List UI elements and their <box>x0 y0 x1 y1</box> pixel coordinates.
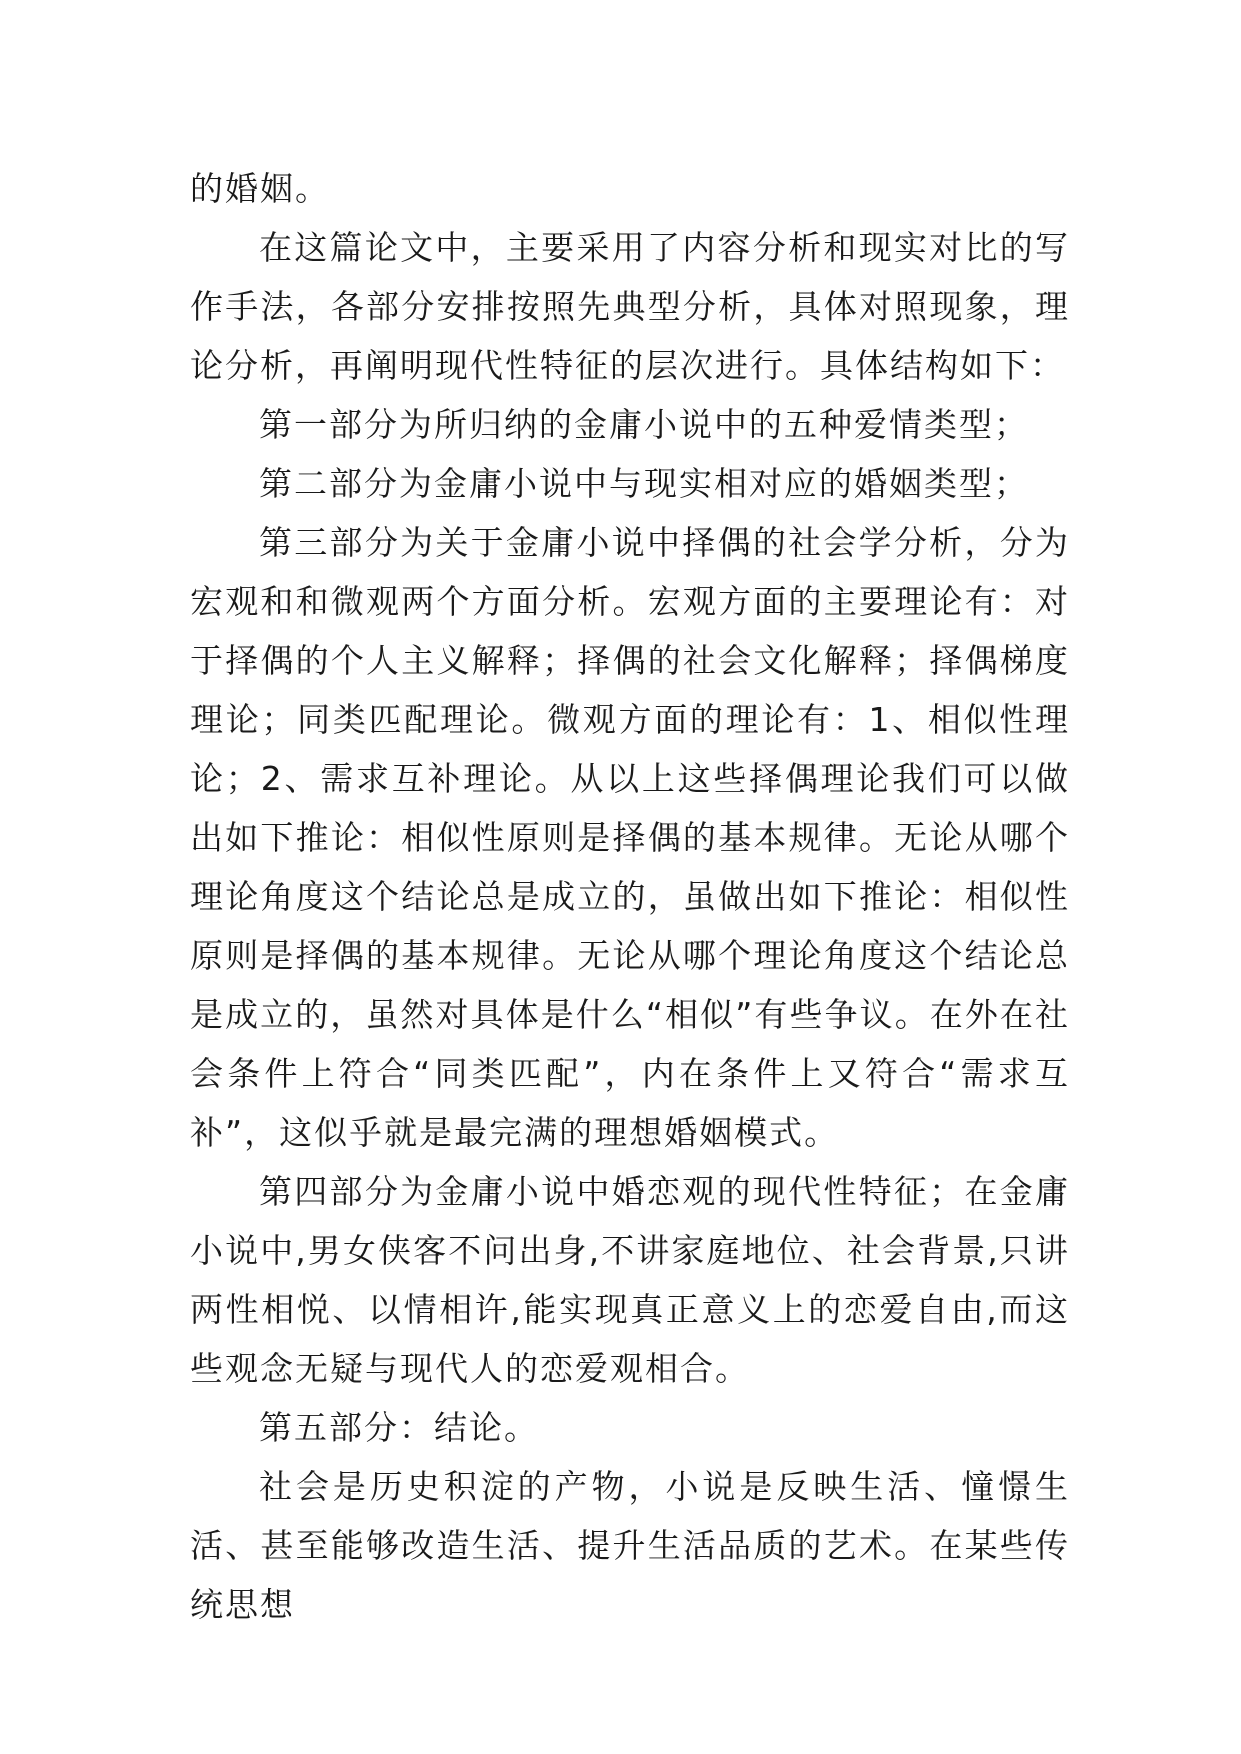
paragraph-continuation: 的婚姻。 <box>190 169 330 208</box>
paragraph-part-four: 第四部分为金庸小说中婚恋观的现代性特征；在金庸小说中,男女侠客不问出身,不讲家庭地位、社会背景,只讲两性相悦、以情相许,能实现真正意义上的恋爱自由,而这些观念无疑与现代人的恋爱观相合。 <box>190 1172 1070 1388</box>
paragraph-part-one: 第一部分为所归纳的金庸小说中的五种爱情类型； <box>259 405 1029 444</box>
paragraph-method: 在这篇论文中，主要采用了内容分析和现实对比的写作手法，各部分安排按照先典型分析，具体对照现象，理论分析，再阐明现代性特征的层次进行。具体结构如下： <box>190 228 1070 385</box>
paragraph-part-three: 第三部分为关于金庸小说中择偶的社会学分析，分为宏观和和微观两个方面分析。宏观方面的主要理论有：对于择偶的个人主义解释；择偶的社会文化解释；择偶梯度理论；同类匹配理论。微观方面的理论有：1、相似性理论；2、需求互补理论。从以上这些择偶理论我们可以做出如下推论：相似性原则是择偶的基本规律。无论从哪个理论角度这个结论总是成立的，虽做出如下推论：相似性原则是择偶的基本规律。无论从哪个理论角度这个结论总是成立的，虽然对具体是什么“相似”有些争议。在外在社会条件上符合“同类匹配”，内在条件上又符合“需求互补”，这似乎就是最完满的理想婚姻模式。 <box>190 523 1070 1152</box>
document-body <box>190 159 1070 1634</box>
paragraph-part-two: 第二部分为金庸小说中与现实相对应的婚姻类型； <box>259 464 1029 503</box>
paragraph-part-five: 第五部分：结论。 <box>259 1408 539 1447</box>
paragraph-society: 社会是历史积淀的产物，小说是反映生活、憧憬生活、甚至能够改造生活、提升生活品质的艺术。在某些传统思想 <box>190 1467 1070 1624</box>
